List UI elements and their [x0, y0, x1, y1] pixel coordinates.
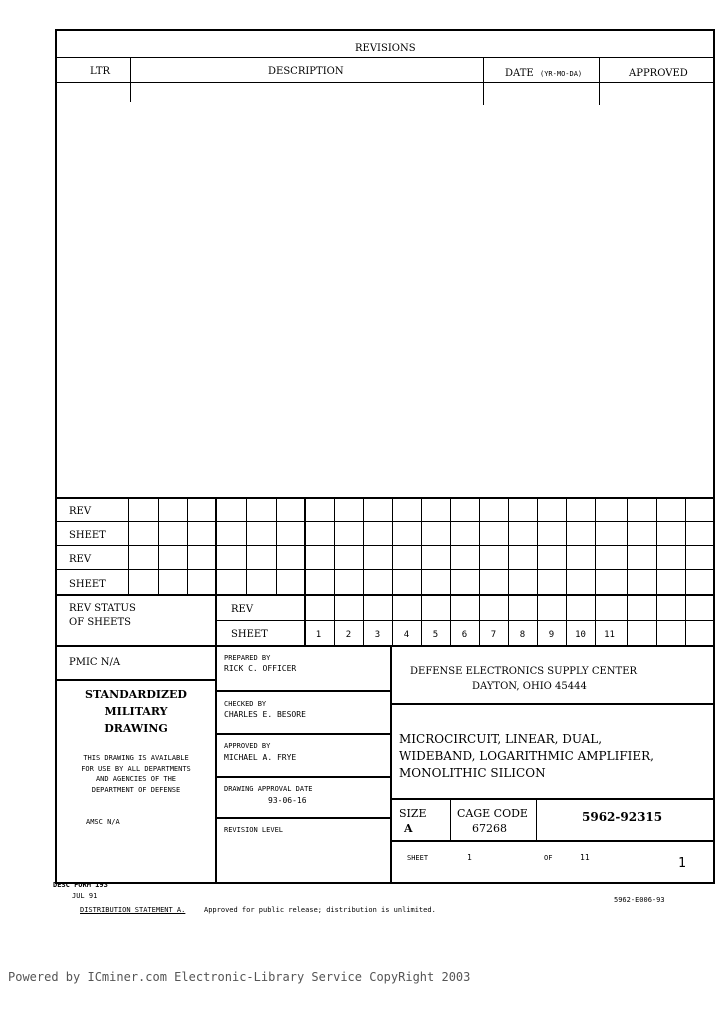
of-label: OF	[544, 854, 553, 862]
size-divider	[450, 798, 451, 840]
sheet-number: 6	[461, 630, 468, 640]
approved-by-label: APPROVED BY	[224, 742, 271, 750]
agency-location: DAYTON, OHIO 45444	[472, 681, 587, 692]
title-line-2: WIDEBAND, LOGARITHMIC AMPLIFIER,	[399, 749, 654, 763]
status-rev-label: REV	[231, 604, 254, 615]
grid-line	[56, 545, 714, 546]
handwritten-sheet-mark: 1	[678, 856, 686, 871]
grid-col-line	[685, 497, 686, 645]
signature-column-divider	[390, 645, 392, 883]
size-row-top	[391, 798, 714, 800]
size-row-bottom	[391, 840, 714, 842]
grid-col-line	[566, 497, 567, 645]
agency-name: DEFENSE ELECTRONICS SUPPLY CENTER	[410, 666, 638, 677]
of-value: 11	[580, 853, 590, 862]
approval-date-label: DRAWING APPROVAL DATE	[224, 785, 313, 793]
ltr-column-line	[130, 57, 131, 102]
grid-line	[56, 521, 714, 522]
grid-col-line	[363, 497, 364, 645]
availability-notice: FOR USE BY ALL DEPARTMENTS	[81, 765, 191, 773]
form-date: JUL 91	[72, 892, 98, 900]
grid-col-line	[537, 497, 538, 645]
sheet-number: 9	[548, 630, 555, 640]
grid-line	[56, 594, 714, 596]
sheet-number: 11	[604, 630, 615, 640]
col-ltr: LTR	[90, 66, 111, 77]
availability-notice: AND AGENCIES OF THE	[95, 775, 177, 783]
size-value: A	[404, 822, 413, 835]
col-date: DATE	[505, 68, 534, 79]
signature-divider	[216, 733, 391, 735]
col-description: DESCRIPTION	[268, 66, 344, 77]
availability-notice: DEPARTMENT OF DEFENSE	[91, 786, 181, 794]
sheet-number: 10	[575, 630, 586, 640]
agency-divider	[391, 703, 714, 705]
prepared-by-name: RICK C. OFFICER	[224, 664, 297, 673]
grid-col-line	[627, 497, 628, 645]
checked-by-label: CHECKED BY	[224, 700, 267, 708]
rev-status-label: REV STATUS	[69, 603, 136, 614]
row-label-sheet: SHEET	[69, 579, 106, 590]
checked-by-name: CHARLES E. BESORE	[224, 710, 306, 719]
grid-col-line	[187, 497, 188, 594]
sheet-value: 1	[467, 853, 472, 862]
drawing-number: 5962-92315	[582, 810, 663, 824]
revision-level-label: REVISION LEVEL	[224, 826, 284, 834]
col-date-format: (YR-MO-DA)	[540, 70, 583, 78]
drawing-title: DRAWING	[104, 722, 168, 735]
title-line-3: MONOLITHIC SILICON	[399, 766, 546, 780]
size-label: SIZE	[399, 807, 427, 820]
grid-col-line	[215, 497, 217, 645]
approved-by-name: MICHAEL A. FRYE	[224, 753, 297, 762]
grid-col-line	[450, 497, 451, 645]
doc-code: 5962-E006-93	[614, 896, 665, 904]
grid-col-line	[656, 497, 657, 645]
sheet-label: SHEET	[407, 854, 429, 862]
cage-divider	[536, 798, 537, 840]
sheet-number: 2	[345, 630, 352, 640]
prepared-by-label: PREPARED BY	[224, 654, 271, 662]
approved-column-line	[599, 57, 600, 105]
pmic-label: PMIC N/A	[69, 657, 121, 668]
revisions-columns-divider	[56, 82, 714, 83]
amsc-label: AMSC N/A	[86, 818, 120, 826]
availability-notice: THIS DRAWING IS AVAILABLE	[83, 754, 189, 762]
grid-col-line	[392, 497, 393, 645]
powered-by-footer: Powered by ICminer.com Electronic-Library Service CopyRight 2003	[8, 970, 471, 984]
grid-top-line	[56, 497, 714, 499]
grid-col-line	[421, 497, 422, 645]
date-column-line	[483, 57, 484, 105]
row-label-rev: REV	[69, 506, 92, 517]
distribution-statement-text: Approved for public release; distribution is unlimited.	[204, 906, 436, 914]
revisions-title: REVISIONS	[355, 43, 416, 54]
grid-col-line	[276, 497, 277, 594]
grid-col-line	[128, 497, 129, 594]
grid-col-line	[246, 497, 247, 594]
sheet-number: 4	[403, 630, 410, 640]
of-sheets-label: OF SHEETS	[69, 617, 132, 628]
military-title: MILITARY	[104, 705, 168, 718]
row-label-sheet: SHEET	[69, 530, 106, 541]
sheet-number: 1	[315, 630, 322, 640]
grid-col-line	[595, 497, 596, 645]
sheet-number: 8	[519, 630, 526, 640]
grid-line	[216, 620, 714, 621]
title-line-1: MICROCIRCUIT, LINEAR, DUAL,	[399, 732, 603, 746]
sheet-number: 7	[490, 630, 497, 640]
col-approved: APPROVED	[629, 68, 688, 79]
distribution-statement-label: DISTRIBUTION STATEMENT A.	[80, 906, 186, 914]
approval-date-value: 93-06-16	[268, 796, 307, 805]
cage-code-label: CAGE CODE	[457, 807, 528, 820]
row-label-rev: REV	[69, 554, 92, 565]
pmic-divider	[56, 679, 216, 681]
form-number: DESC FORM 193	[53, 881, 108, 889]
grid-col-line	[304, 497, 306, 645]
revisions-header-divider	[56, 57, 714, 58]
grid-col-line	[334, 497, 335, 645]
signature-divider	[216, 776, 391, 778]
cage-code-value: 67268	[472, 822, 507, 835]
sheet-number: 5	[432, 630, 439, 640]
grid-col-line	[158, 497, 159, 594]
grid-bottom-line	[56, 645, 714, 647]
signature-divider	[216, 690, 391, 692]
grid-line	[56, 569, 714, 570]
status-sheet-label: SHEET	[231, 629, 268, 640]
grid-col-line	[508, 497, 509, 645]
sheet-number: 3	[374, 630, 381, 640]
signature-divider	[216, 817, 391, 819]
grid-col-line	[479, 497, 480, 645]
standardized-title: STANDARDIZED	[85, 688, 187, 701]
